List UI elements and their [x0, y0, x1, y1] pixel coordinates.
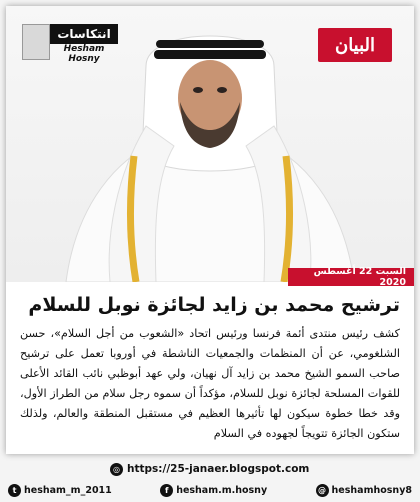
- website-link[interactable]: [110, 461, 309, 477]
- facebook-icon: f: [160, 484, 173, 497]
- social-handle: hesham.m.hosny: [176, 484, 268, 496]
- date-badge: السبت 22 أغسطس 2020: [288, 268, 414, 286]
- social-threads[interactable]: [316, 484, 412, 497]
- social-handle: hesham_m_2011: [24, 484, 112, 496]
- social-handle: heshamhosny8: [331, 484, 412, 496]
- threads-icon: @: [316, 484, 329, 497]
- stamp-banner: انتكاسات: [50, 24, 118, 44]
- watermark-stamp: [22, 22, 118, 62]
- brand-logo: البيان: [318, 28, 392, 62]
- article-body: كشف رئيس منتدى أئمة فرنسا ورئيس اتحاد «الشعوب من أجل السلام»، حسن الشلغومي، عن أن المنظمات والجمعيات الناشطة في أوروبا تعمل على ترشيح صاحب السمو الشيخ محمد بن زايد آل نهيان، ولي عهد أبوظبي نائب القائد الأعلى للقوات المسلحة لجائزة نوبل للسلام، مؤكداً أن سموه رجل سلام من الطراز الأول، وقد خطا خطوة سيكون لها تأثيرها العظيم في مستقبل المنطقة والعالم، ولذلك ستكون الجائزة تتويجاً لجهوده في السلام: [20, 327, 400, 440]
- twitter-icon: t: [8, 484, 21, 497]
- social-twitter[interactable]: [8, 484, 112, 497]
- website-url: https://25-janaer.blogspot.com: [127, 463, 310, 475]
- article-headline: ترشيح محمد بن زايد لجائزة نوبل للسلام: [28, 294, 400, 316]
- news-card: [6, 6, 414, 454]
- social-facebook[interactable]: [160, 484, 267, 497]
- avatar: [22, 24, 50, 60]
- globe-icon: ◎: [110, 463, 123, 476]
- social-links: [8, 482, 412, 498]
- stamp-signature: Hesham Hosny: [63, 44, 105, 64]
- article-photo: [6, 6, 414, 282]
